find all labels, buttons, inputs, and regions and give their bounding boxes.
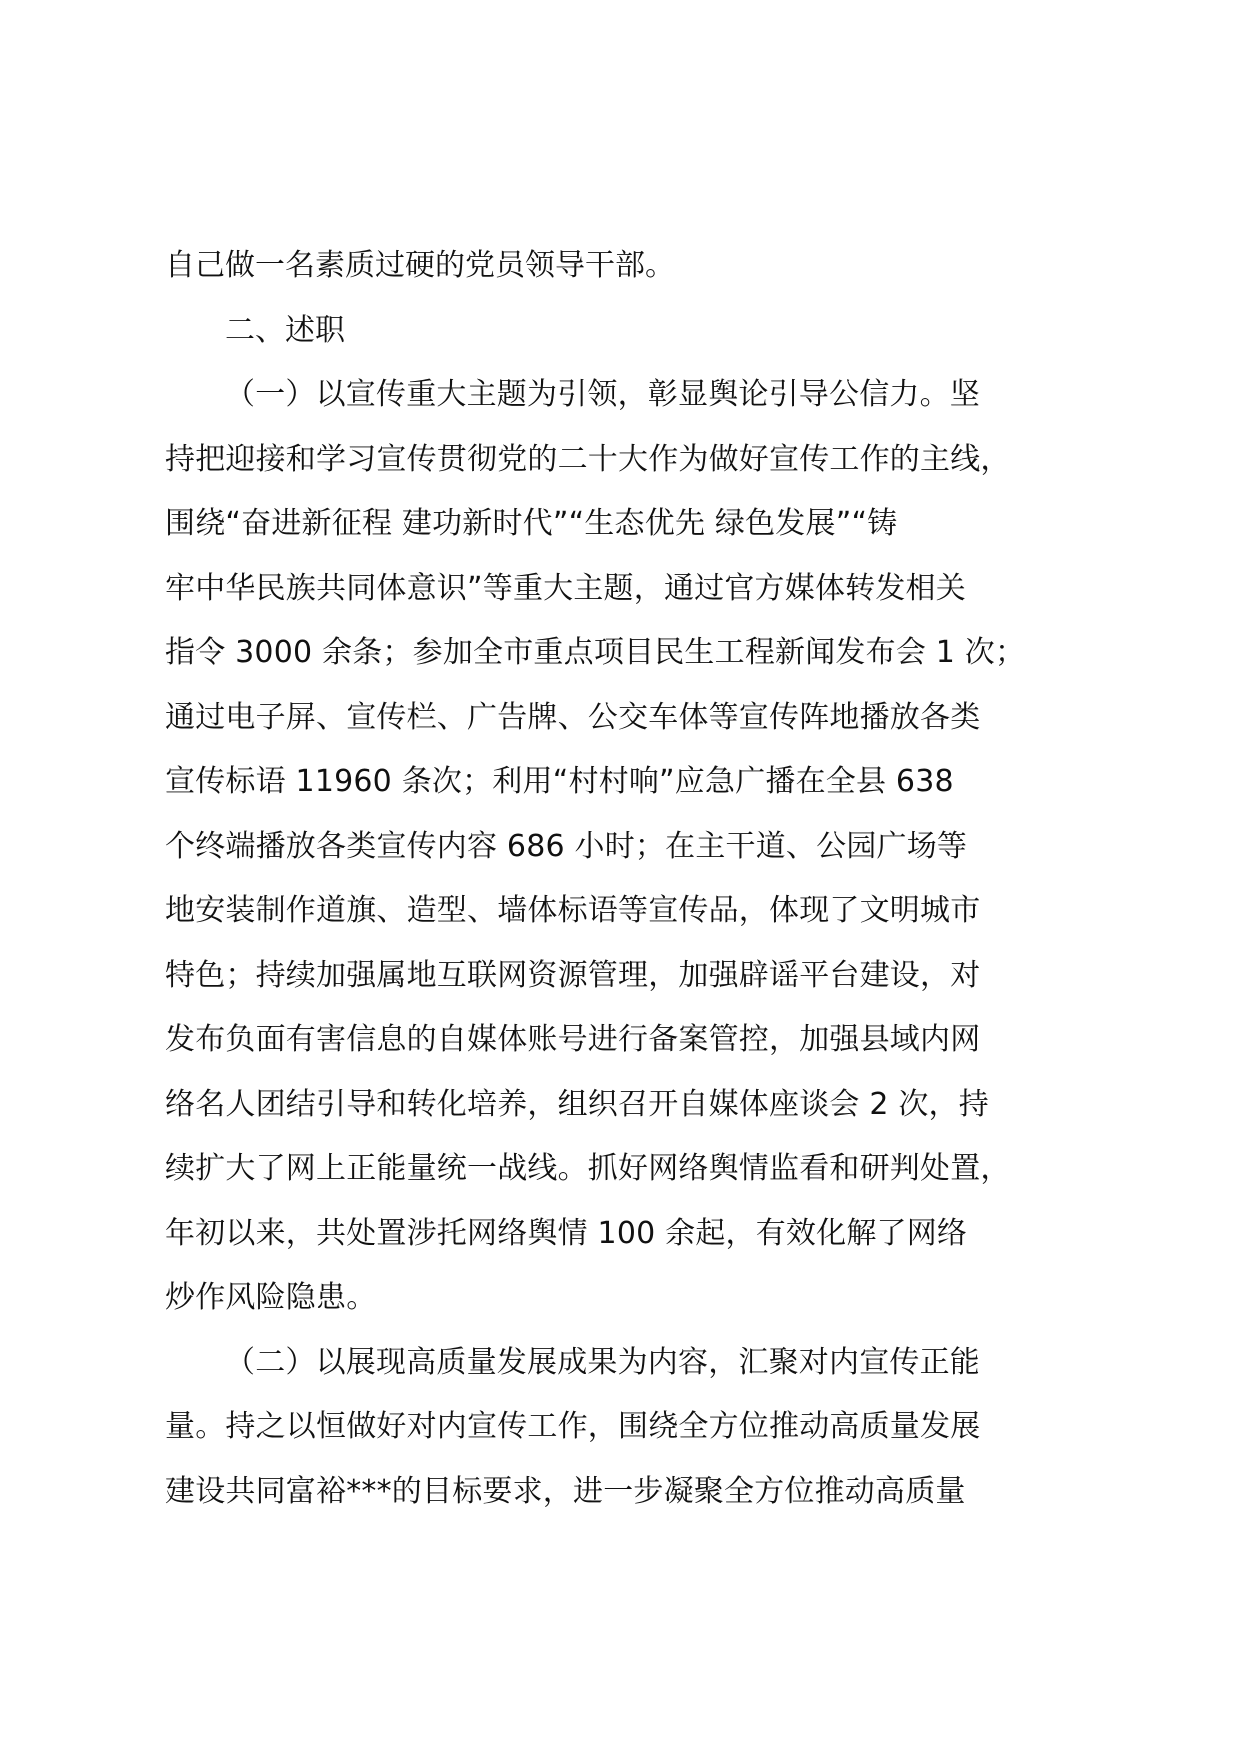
paragraph-line: 围绕“奋进新征程 建功新时代”“生态优先 绿色发展”“铸 (165, 506, 898, 541)
paragraph-line: 地安装制作道旗、造型、墙体标语等宣传品，体现了文明城市 (165, 893, 981, 928)
paragraph-line: 络名人团结引导和转化培养，组织召开自媒体座谈会 2 次，持 (165, 1086, 989, 1122)
paragraph-line: （一）以宣传重大主题为引领，彰显舆论引导公信力。坚 (225, 377, 980, 412)
paragraph-line: 个终端播放各类宣传内容 686 小时；在主干道、公园广场等 (165, 828, 968, 864)
paragraph-2 (165, 1331, 1085, 1525)
paragraph-1 (165, 363, 1085, 1331)
document-body (165, 234, 1085, 1524)
continuation-line: 自己做一名素质过硬的党员领导干部。 (165, 248, 675, 283)
paragraph-line: 通过电子屏、宣传栏、广告牌、公交车体等宣传阵地播放各类 (165, 699, 981, 735)
paragraph-line: 指令 3000 余条；参加全市重点项目民生工程新闻发布会 1 次； (165, 635, 1026, 670)
paragraph-line: 建设共同富裕***的目标要求，进一步凝聚全方位推动高质量 (165, 1473, 966, 1509)
paragraph-line: 炒作风险隐患。 (165, 1280, 377, 1315)
paragraph-line: 宣传标语 11960 条次；利用“村村响”应急广播在全县 638 (165, 764, 954, 799)
paragraph-line: 量。持之以恒做好对内宣传工作，围绕全方位推动高质量发展 (165, 1409, 981, 1444)
paragraph-line: 发布负面有害信息的自媒体账号进行备案管控，加强县域内网 (165, 1022, 981, 1057)
paragraph-line: 牢中华民族共同体意识”等重大主题，通过官方媒体转发相关 (165, 570, 966, 606)
paragraph-line: 持把迎接和学习宣传贯彻党的二十大作为做好宣传工作的主线， (165, 441, 1011, 477)
paragraph-line: 续扩大了网上正能量统一战线。抓好网络舆情监看和研判处置， (165, 1151, 1011, 1186)
paragraph-line: 特色；持续加强属地互联网资源管理，加强辟谣平台建设，对 (165, 957, 981, 993)
paragraph-line: （二）以展现高质量发展成果为内容，汇聚对内宣传正能 (225, 1344, 980, 1380)
section-heading: 二、述职 (225, 312, 345, 348)
paragraph-line: 年初以来，共处置涉托网络舆情 100 余起，有效化解了网络 (165, 1215, 968, 1251)
